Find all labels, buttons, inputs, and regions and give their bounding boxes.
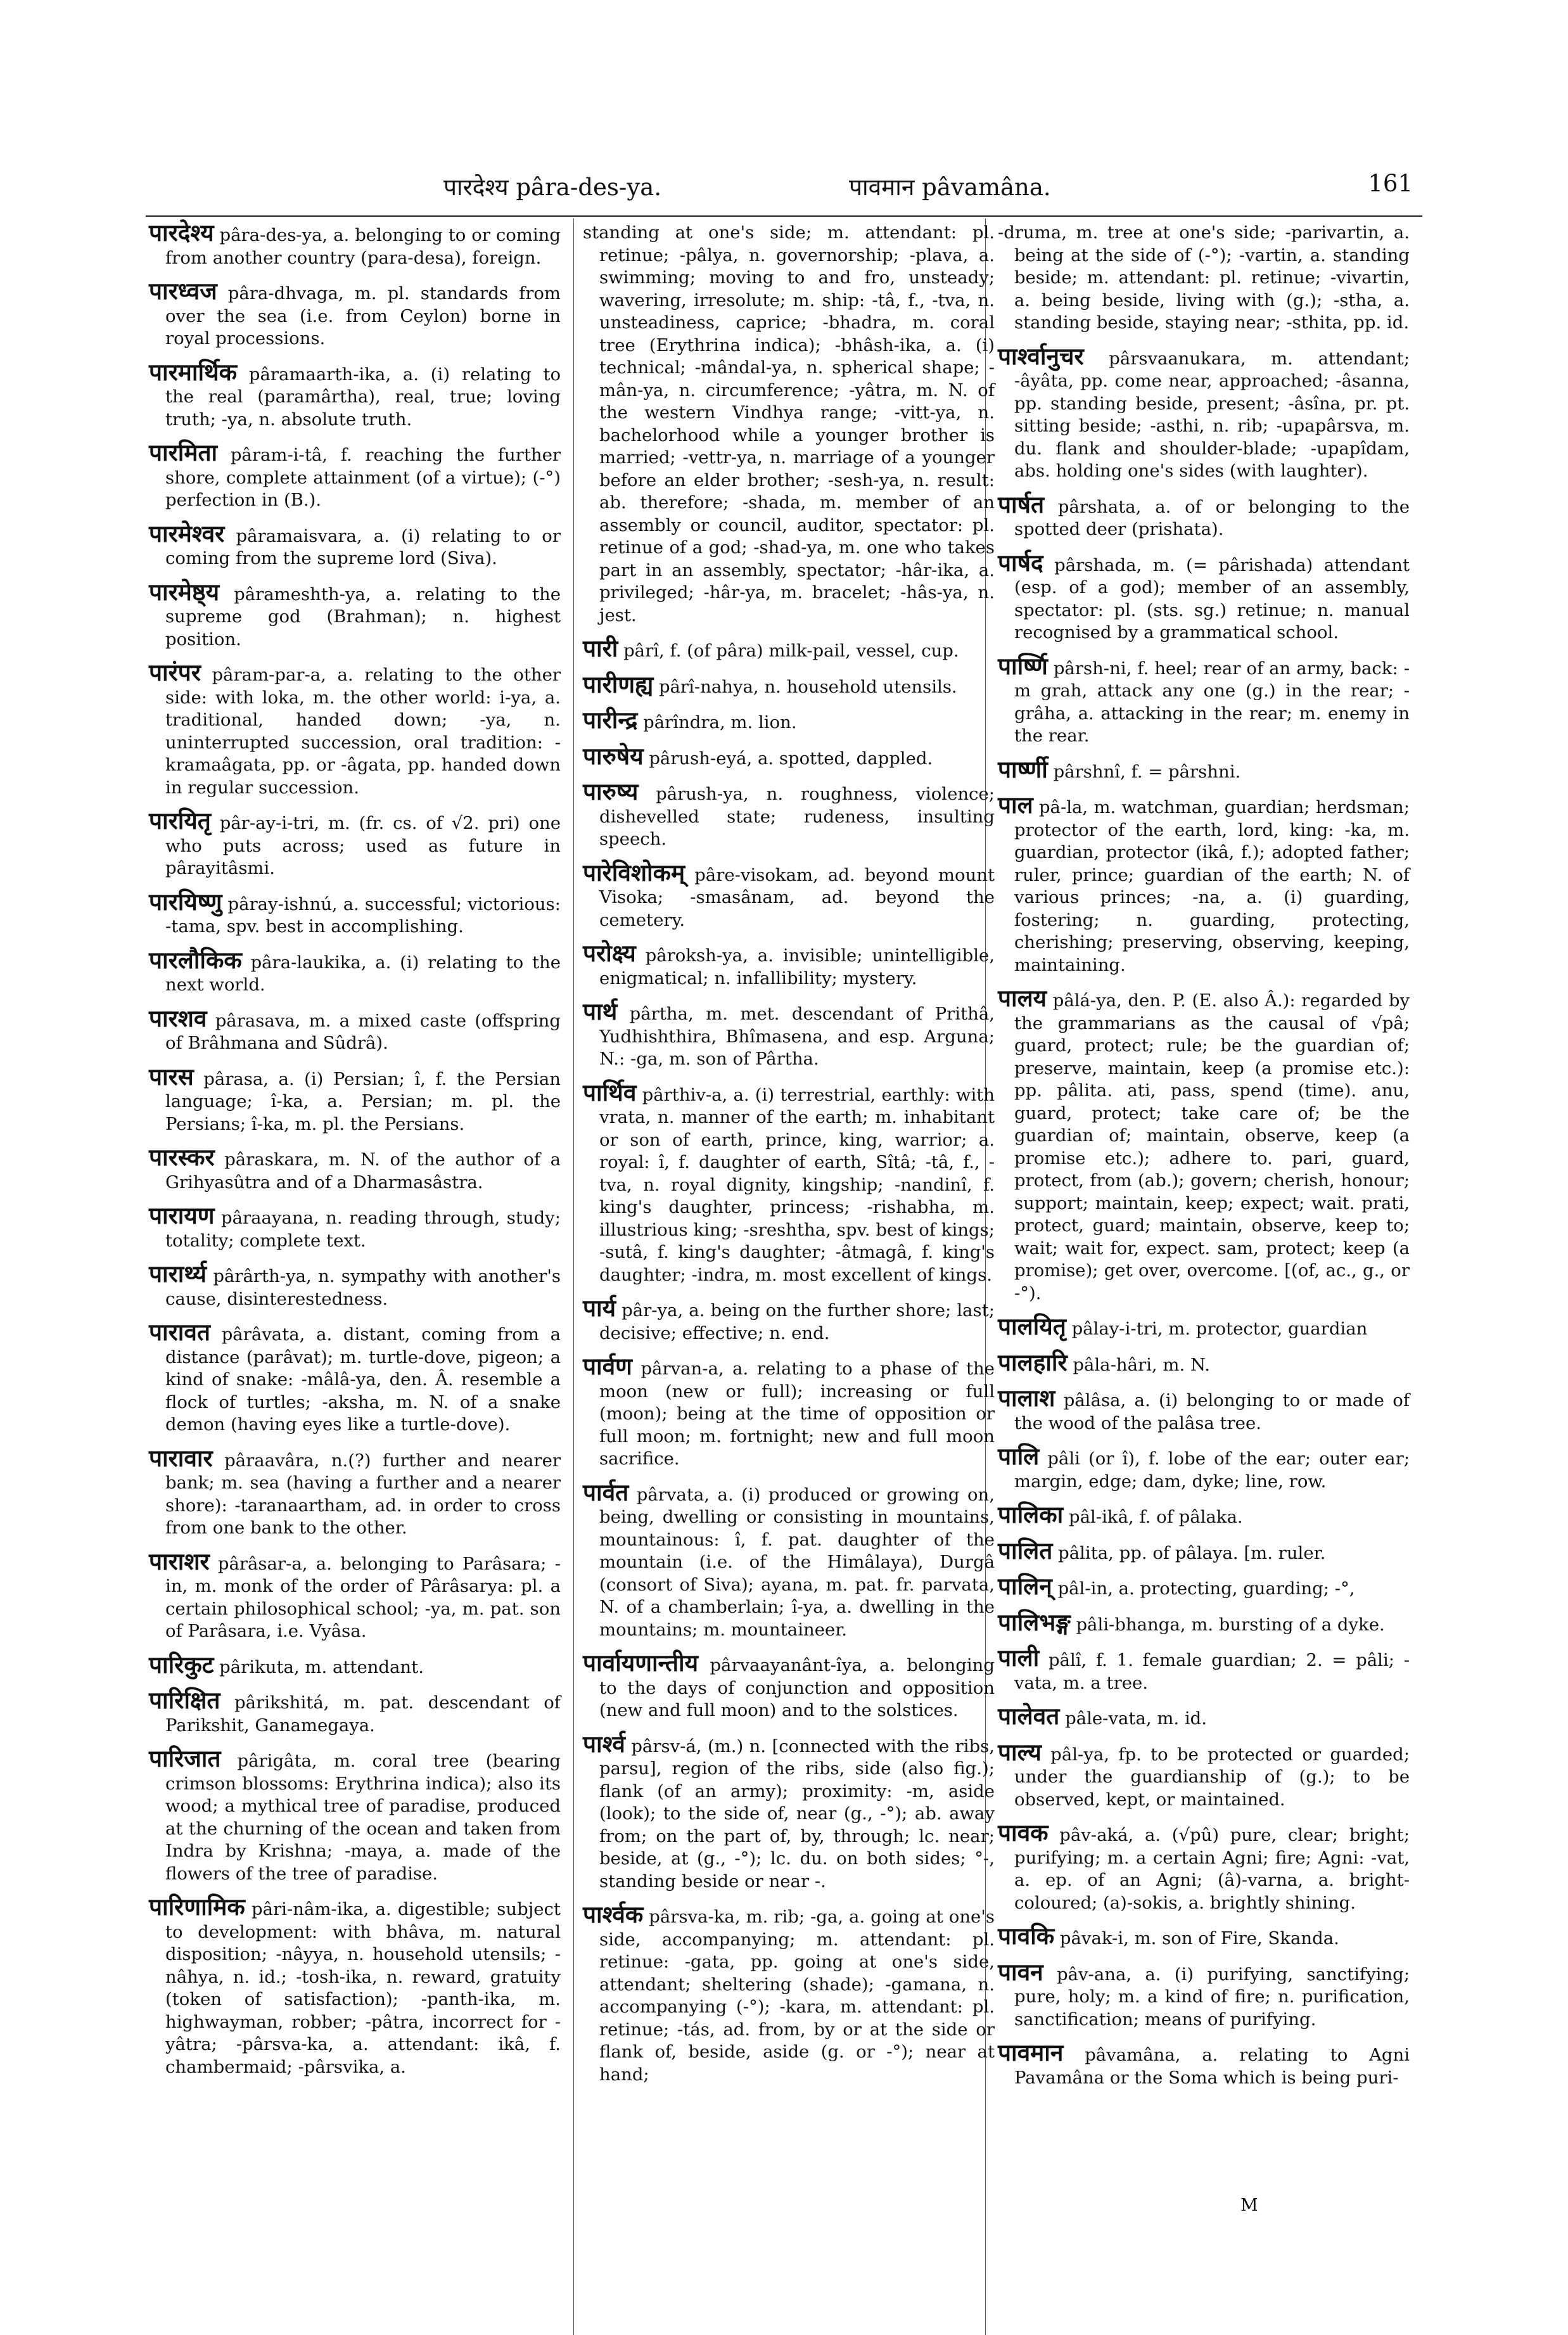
dictionary-entry — [583, 1297, 995, 1345]
entry-headword: पारी — [583, 635, 618, 662]
entry-text: pârush-eyá, a. spotted, dappled. — [649, 748, 933, 769]
dictionary-entry — [149, 946, 561, 997]
dictionary-entry — [149, 1745, 561, 1885]
dictionary-entry — [583, 859, 995, 932]
entry-text: pâlá-ya, den. P. (E. also Â.): regarded by the grammarians as the causal of √pâ; guard, protect; rule; be the guardian of; preserve, maintain, keep (a promise etc.): pp. pâlita. ati, pass, spend (time). anu, guard, protect; take care of; be the guardian of; maintain, observe, keep (a promise etc.); adhere to. pari, guard, protect, from (ab.); govern; cherish, honour; support; maintain, keep; expect; wait. prati, protect, guard; maintain, observe, keep to; wait; wait for, expect. sam, protect; keep (a promise); get over, overcome. [(of, ac., g., or -°). — [1014, 990, 1410, 1303]
dictionary-entry — [149, 1547, 561, 1643]
entry-text: pâramaarth-ika, a. (i) relating to the real (paramârtha), real, true; loving truth; -ya, n. absolute truth. — [165, 364, 561, 430]
dictionary-entry — [998, 342, 1410, 483]
dictionary-entry — [998, 1608, 1410, 1637]
entry-headword: पारयिष्णु — [149, 888, 222, 916]
dictionary-entry — [583, 709, 995, 734]
dictionary-entry — [583, 742, 995, 771]
dictionary-entry — [149, 1893, 561, 2078]
column-1 — [149, 219, 561, 2089]
dictionary-entry — [583, 1355, 995, 1471]
entry-text: pârî, f. (of pâra) milk-pail, vessel, cup. — [623, 641, 959, 661]
entry-headword: पार्ष्णि — [998, 652, 1048, 680]
entry-headword: पारलौकिक — [149, 946, 242, 974]
dictionary-entry — [998, 1575, 1410, 1601]
header-center-guideword: पावमान pâvamâna. — [849, 174, 1051, 201]
page-number: 161 — [1368, 170, 1413, 197]
entry-headword: पाराशर — [149, 1547, 210, 1575]
entry-text: pârtha, m. met. descendant of Prithâ, Yudhishthira, Bhîmasena, and esp. Arguna; N.: -ga, m. son of Pârtha. — [599, 1004, 995, 1069]
entry-text: pâla-hâri, m. N. — [1073, 1354, 1211, 1375]
entry-text: pâra-laukika, a. (i) relating to the next world. — [165, 952, 561, 995]
entry-headword: पारमिता — [149, 439, 218, 466]
dictionary-entry — [998, 549, 1410, 644]
dictionary-entry — [998, 490, 1410, 541]
entry-text: pârasava, m. a mixed caste (offspring of Brâhmana and Sûdrâ). — [165, 1010, 561, 1053]
entry-text: pârigâta, m. coral tree (bearing crimson blossoms: Erythrina indica); also its wood; a mythical tree of paradise, produced at the churning of the ocean and taken from Indra by Krishna; -maya, a. made of the flowers of the tree of paradise. — [165, 1751, 561, 1884]
entry-headword: पारमेष्ठ्य — [149, 578, 220, 606]
entry-headword: पालाश — [998, 1385, 1055, 1412]
entry-headword: पारिक्षित — [149, 1687, 220, 1714]
entry-text: pâri-nâm-ika, a. digestible; subject to development: with bhâva, m. natural disposition; -nâyya, n. household utensils; -nâhya, n. id.; -tosh-ika, n. reward, gratuity (token of satisfaction); -panth-ika, m. highwayman, robber; -pâtra, incorrect for -yâtra; -pârsva-ka, a. attendant: ikâ, f. chambermaid; -pârsvika, a. — [165, 1899, 561, 2077]
dictionary-entry — [998, 791, 1410, 976]
dictionary-entry — [149, 659, 561, 799]
dictionary-entry — [149, 1202, 561, 1252]
entry-text: pâ-la, m. watchman, guardian; herdsman; protector of the earth, lord, king: -ka, m. guardian, protector (ikâ, f.); adopted father; ruler, prince; guardian of the earth; N. of various princes; -na, a. (i) guarding, fostering; n. guarding, protecting, cherishing; preserving, observing, keeping, maintaining. — [1014, 797, 1410, 975]
entry-headword: पार्वण — [583, 1353, 632, 1380]
dictionary-entry — [998, 1501, 1410, 1529]
entry-headword: पालय — [998, 985, 1047, 1012]
dictionary-entry — [149, 520, 561, 570]
dictionary-entry — [998, 222, 1410, 335]
dictionary-entry — [583, 222, 995, 627]
entry-headword: पालयितृ — [998, 1313, 1066, 1340]
dictionary-entry — [149, 439, 561, 512]
entry-text: pârsv-á, (m.) n. [connected with the ribs, parsu], region of the ribs, side (also fig.); flank (of an army); proximity: -m, aside (look); to the side of, near (g., -°); ab. away from; on the part of, by, through; lc. near; beside, at (g., -°); lc. du. on both sides; °-, standing beside or near -. — [599, 1736, 995, 1891]
entry-text: pârâvata, a. distant, coming from a distance (parâvat); m. turtle-dove, pigeon; a kind of snake: -mâlâ-ya, den. Â. resemble a flock of turtles; -aksha, m. N. of a snake demon (having eyes like a turtle-dove). — [165, 1324, 561, 1435]
dictionary-entry — [583, 1649, 995, 1722]
entry-text: pâv-aká, a. (√pû) pure, clear; bright; purifying; m. a certain Agni; fire; Agni: -vat, a. ep. of an Agni; (â)-varna, a. bright-coloured; (a)-sokis, a. brightly shining. — [1014, 1825, 1410, 1913]
dictionary-entry — [998, 1537, 1410, 1565]
entry-headword: पारमेश्वर — [149, 520, 225, 547]
entry-headword: पावक — [998, 1819, 1049, 1846]
entry-headword: पार्वायणान्तीय — [583, 1649, 699, 1677]
column-3 — [998, 222, 1410, 2100]
entry-text: pâra-des-ya, a. belonging to or coming from another country (para-desa), foreign. — [165, 225, 561, 268]
entry-headword: पावकि — [998, 1922, 1055, 1950]
entry-headword: पारदेश्य — [149, 219, 214, 246]
entry-headword: पाली — [998, 1644, 1040, 1672]
entry-text: pâram-i-tâ, f. reaching the further shore, complete attainment (of a virtue); (-°) perfection in (B.). — [165, 445, 561, 510]
dictionary-entry — [149, 807, 561, 880]
dictionary-entry — [149, 1651, 561, 1679]
dictionary-entry — [583, 637, 995, 663]
entry-text: pâlâsa, a. (i) belonging to or made of the wood of the palâsa tree. — [1014, 1390, 1410, 1433]
entry-headword: पालिन् — [998, 1573, 1052, 1600]
entry-text: pâroksh-ya, a. invisible; unintelligible, enigmatical; n. infallibility; mystery. — [599, 945, 995, 988]
entry-headword: पार्श्वानुचर — [998, 342, 1084, 370]
entry-text: pâr-ya, a. being on the further shore; last; decisive; effective; n. end. — [599, 1300, 995, 1343]
entry-headword: पाल — [998, 791, 1033, 819]
entry-text: pâlay-i-tri, m. protector, guardian — [1071, 1319, 1368, 1339]
dictionary-entry — [149, 1321, 561, 1436]
entry-text: pâl-ikâ, f. of pâlaka. — [1069, 1507, 1243, 1527]
entry-text: pâraayana, n. reading through, study; totality; complete text. — [165, 1208, 561, 1251]
entry-headword: पार्थिव — [583, 1078, 637, 1106]
entry-text: pârîndra, m. lion. — [643, 712, 797, 732]
entry-text: pârikuta, m. attendant. — [219, 1656, 424, 1677]
entry-headword: पालिभङ्ग — [998, 1608, 1071, 1636]
entry-headword: पालित — [998, 1537, 1053, 1564]
entry-headword: पारमार्थिक — [149, 358, 238, 386]
entry-text: pâre-visokam, ad. beyond mount Visoka; -smasânam, ad. beyond the cemetery. — [599, 864, 995, 930]
dictionary-entry — [149, 1004, 561, 1055]
entry-text: pâlî, f. 1. female guardian; 2. = pâli; -vata, m. a tree. — [1014, 1650, 1410, 1693]
entry-text: pârsva-ka, m. rib; -ga, a. going at one's side, accompanying; m. attendant: pl. retinue: -gata, pp. going at one's side, attendant; sheltering (shade); -gamana, n. accompanying (-°); -kara, m. attendant: pl. retinue; -tás, ad. from, by or at the side or flank of, beside, aside (g. or -°); near at hand; — [599, 1907, 995, 2085]
entry-text: pâli (or î), f. lobe of the ear; outer ear; margin, edge; dam, dyke; line, row. — [1014, 1449, 1410, 1492]
entry-text: pâray-ishnú, a. successful; victorious: -tama, spv. best in accomplishing. — [165, 893, 561, 937]
entry-text: pârthiv-a, a. (i) terrestrial, earthly: with vrata, n. manner of the earth; m. inhabitant or son of earth, prince, king, warrior; a. royal: î, f. daughter of earth, Sîtâ; -tâ, f., -tva, n. royal dignity, kingship; -nandinî, f. king's daughter, princess; -rishabha, m. illustrious king; -sreshtha, spv. best of kings; -sutâ, f. king's daughter; -âtmagâ, f. king's daughter; -indra, m. most excellent of kings. — [599, 1084, 995, 1285]
entry-text: pârshnî, f. = pârshni. — [1053, 761, 1241, 782]
entry-headword: पारशव — [149, 1004, 207, 1032]
entry-headword: पारंपर — [149, 659, 201, 686]
entry-text: pârvata, a. (i) produced or growing on, being, dwelling or consisting in mountains, mountainous: î, f. pat. daughter of the mountain (i.e. of the Himâlaya), Durgâ (consort of Siva); ayana, m. pat. fr. parvata, N. of a chamberlain; î-ya, a. dwelling in the mountains; m. mountaineer. — [599, 1484, 995, 1640]
entry-text: pârikshitá, m. pat. descendant of Parikshit, Ganamegaya. — [165, 1692, 561, 1736]
entry-text: pârsvaanukara, m. attendant; -âyâta, pp. come near, approached; -âsanna, pp. standing beside, present; -âsîna, pr. pt. sitting beside; -asthi, n. rib; -upapârsva, m. du. flank and shoulder-blade; -upapîdam, abs. holding one's sides (with laughter). — [1014, 348, 1410, 481]
entry-text: pârâsar-a, a. belonging to Parâsara; -in, m. monk of the order of Pârâsarya: pl. a certain philosophical school; -ya, m. pat. son of Parâsara, i.e. Vyâsa. — [165, 1553, 561, 1641]
entry-headword: पार्थ — [583, 998, 618, 1025]
dictionary-entry — [998, 652, 1410, 748]
entry-headword: पारिजात — [149, 1745, 221, 1772]
dictionary-entry — [583, 1078, 995, 1287]
header-rule — [146, 215, 1422, 217]
entry-text: pâr-ay-i-tri, m. (fr. cs. of √2. pri) one who puts across; used as future in pârayitâsmi. — [165, 813, 561, 878]
entry-text: pârî-nahya, n. household utensils. — [658, 676, 957, 697]
dictionary-entry — [149, 280, 561, 350]
entry-text: pâramaisvara, a. (i) relating to or coming from the supreme lord (Siva). — [165, 525, 561, 568]
entry-headword: पारीणह्य — [583, 670, 654, 698]
entry-text: pârameshth-ya, a. relating to the supreme god (Brahman); n. highest position. — [165, 584, 561, 649]
entry-headword: पार्ष्णी — [998, 755, 1048, 783]
dictionary-entry — [149, 1063, 561, 1136]
entry-headword: परोक्ष्य — [583, 940, 636, 967]
entry-text: pâli-bhanga, m. bursting of a dyke. — [1076, 1614, 1385, 1635]
entry-headword: पारायण — [149, 1202, 215, 1229]
entry-text: pârârth-ya, n. sympathy with another's cause, disinterestedness. — [165, 1266, 561, 1309]
entry-text: standing at one's side; m. attendant: pl. retinue; -pâlya, n. governorship; -plava, a. swimming; moving to and fro, unsteady; wavering, irresolute; m. ship: -tâ, f., -tva, n. unsteadiness, caprice; -bhadra, m. coral tree (Erythrina indica); -bhâsh-ika, a. (i) technical; -mândal-ya, n. spherical shape; -mân-ya, n. circumference; -yâtra, m. N. of the western Vindhya range; -vitt-ya, n. bachelorhood while a younger brother is married; -vettr-ya, n. marriage of a younger before an elder brother; -sesh-ya, n. result: ab. therefore; -shada, m. member of an assembly or council, auditor, spectator: pl. retinue of a god; -shad-ya, m. one who takes part in an assembly, spectator; -hâr-ika, a. privileged; -hâr-ya, m. bracelet; -hâs-ya, n. jest. — [583, 222, 995, 625]
dictionary-entry — [149, 578, 561, 651]
entry-text: -druma, m. tree at one's side; -parivartin, a. being at the side of (-°); -vartin, a. standing beside; m. attendant: pl. retinue; -vivartin, a. being beside, living with (g.); -stha, a. standing beside, staying near; -sthita, pp. id. — [998, 222, 1410, 333]
dictionary-entry — [583, 778, 995, 851]
entry-text: pâv-ana, a. (i) purifying, sanctifying; pure, holy; m. a kind of fire; n. purification, sanctification; means of purifying. — [1014, 1964, 1410, 2030]
dictionary-entry — [583, 1478, 995, 1642]
entry-headword: पालेवत — [998, 1703, 1060, 1730]
dictionary-entry — [998, 987, 1410, 1305]
dictionary-entry — [149, 358, 561, 432]
entry-text: pâram-par-a, a. relating to the other side: with loka, m. the other world: i-ya, a. traditional, handed down; -ya, n. uninterrupted succession, oral tradition: -kramaâgata, pp. or -âgata, pp. handed down in regular succession. — [165, 665, 561, 798]
entry-headword: पार्वत — [583, 1478, 629, 1506]
entry-text: pâra-dhvaga, m. pl. standards from over the sea (i.e. from Ceylon) borne in royal processions. — [165, 283, 561, 349]
dictionary-entry — [583, 1903, 995, 2086]
entry-headword: पाल्य — [998, 1738, 1042, 1766]
dictionary-entry — [149, 888, 561, 938]
entry-headword: पारीन्द्र — [583, 707, 638, 734]
column-divider-1 — [573, 219, 574, 2335]
entry-headword: पालिका — [998, 1501, 1064, 1528]
dictionary-entry — [998, 1348, 1410, 1377]
entry-headword: पारस्कर — [149, 1144, 215, 1171]
entry-text: pârvan-a, a. relating to a phase of the moon (new or full); increasing or full (moon); being at the time of opposition or full moon; m. fortnight; new and full moon sacrifice. — [599, 1359, 995, 1469]
entry-text: pârshata, a. of or belonging to the spotted deer (prishata). — [1014, 496, 1410, 539]
entry-text: pâlita, pp. of pâlaya. [m. ruler. — [1058, 1542, 1326, 1563]
dictionary-entry — [998, 1958, 1410, 2031]
entry-text: pârush-ya, n. roughness, violence; dishevelled state; rudeness, insulting speech. — [599, 784, 995, 849]
entry-text: pâl-in, a. protecting, guarding; -°, — [1057, 1578, 1355, 1599]
entry-text: pârvaayanânt-îya, a. belonging to the days of conjunction and opposition (new and full moon) and to the solstices. — [599, 1655, 995, 1720]
entry-headword: पालहारि — [998, 1348, 1068, 1376]
entry-text: pâl-ya, fp. to be protected or guarded; under the guardianship of (g.); to be observed, kept, or maintained. — [1014, 1744, 1410, 1810]
entry-headword: पार्षत — [998, 490, 1045, 518]
entry-text: pâvamâna, a. relating to Agni Pavamâna or the Soma which is being puri- — [1014, 2045, 1410, 2088]
entry-text: pâraavâra, n.(?) further and nearer bank; m. sea (having a further and a nearer shore): -taranaartham, ad. in order to cross from one bank to the other. — [165, 1450, 561, 1538]
dictionary-entry — [149, 1146, 561, 1194]
dictionary-entry — [149, 1444, 561, 1540]
entry-headword: पारुषेय — [583, 742, 644, 770]
entry-headword: पारध्वज — [149, 278, 217, 305]
entry-text: pârasa, a. (i) Persian; î, f. the Persian language; î-ka, a. Persian; m. pl. the Persians; î-ka, m. pl. the Persians. — [165, 1068, 561, 1134]
dictionary-entry — [998, 1445, 1410, 1493]
dictionary-entry — [998, 1819, 1410, 1914]
dictionary-entry — [998, 2039, 1410, 2089]
entry-text: pârshada, m. (= pârishada) attendant (esp. of a god); member of an assembly, spectator: pl. (sts. sg.) retinue; n. manual recognised by a grammatical school. — [1014, 554, 1410, 643]
entry-headword: पावन — [998, 1958, 1043, 1986]
entry-headword: पारिकुट — [149, 1651, 214, 1679]
column-2 — [583, 222, 995, 2097]
entry-headword: पारयितृ — [149, 807, 211, 835]
dictionary-entry — [149, 1689, 561, 1737]
entry-headword: पार्षद — [998, 549, 1043, 577]
entry-text: pâle-vata, m. id. — [1065, 1708, 1208, 1729]
entry-headword: पालि — [998, 1443, 1040, 1470]
running-header — [165, 170, 1413, 208]
dictionary-entry — [998, 755, 1410, 784]
entry-text: pârsh-ni, f. heel; rear of an army, back: -m grah, attack any one (g.) in the rear; -grâha, a. attacking in the rear; m. enemy in the rear. — [1014, 658, 1410, 746]
entry-headword: पार्श्वक — [583, 1901, 644, 1928]
entry-headword: पारावत — [149, 1319, 210, 1346]
dictionary-entry — [998, 1644, 1410, 1694]
entry-headword: पारेविशोकम् — [583, 859, 685, 886]
dictionary-entry — [149, 219, 561, 269]
entry-headword: पारुष्य — [583, 778, 639, 805]
entry-headword: पारिणामिक — [149, 1893, 245, 1921]
dictionary-entry — [998, 1387, 1410, 1435]
dictionary-entry — [583, 942, 995, 990]
entry-headword: पारावार — [149, 1444, 213, 1472]
entry-headword: पावमान — [998, 2039, 1064, 2066]
entry-text: pâvak-i, m. son of Fire, Skanda. — [1059, 1928, 1339, 1948]
entry-headword: पार्श्व — [583, 1730, 625, 1758]
header-left-guideword: पारदेश्य pâra-des-ya. — [443, 174, 662, 201]
entry-headword: पारार्थ्य — [149, 1260, 207, 1288]
entry-headword: पारस — [149, 1063, 194, 1091]
dictionary-entry — [998, 1922, 1410, 1950]
dictionary-entry — [998, 1705, 1410, 1730]
dictionary-entry — [149, 1260, 561, 1310]
dictionary-entry — [583, 670, 995, 699]
dictionary-entry — [583, 1730, 995, 1893]
dictionary-entry — [998, 1315, 1410, 1341]
dictionary-entry — [583, 998, 995, 1071]
signature-mark: M — [1240, 2196, 1258, 2215]
entry-text: pâraskara, m. N. of the author of a Grihyasûtra and of a Dharmasâstra. — [165, 1149, 561, 1193]
dictionary-entry — [998, 1738, 1410, 1812]
entry-headword: पार्य — [583, 1295, 616, 1322]
